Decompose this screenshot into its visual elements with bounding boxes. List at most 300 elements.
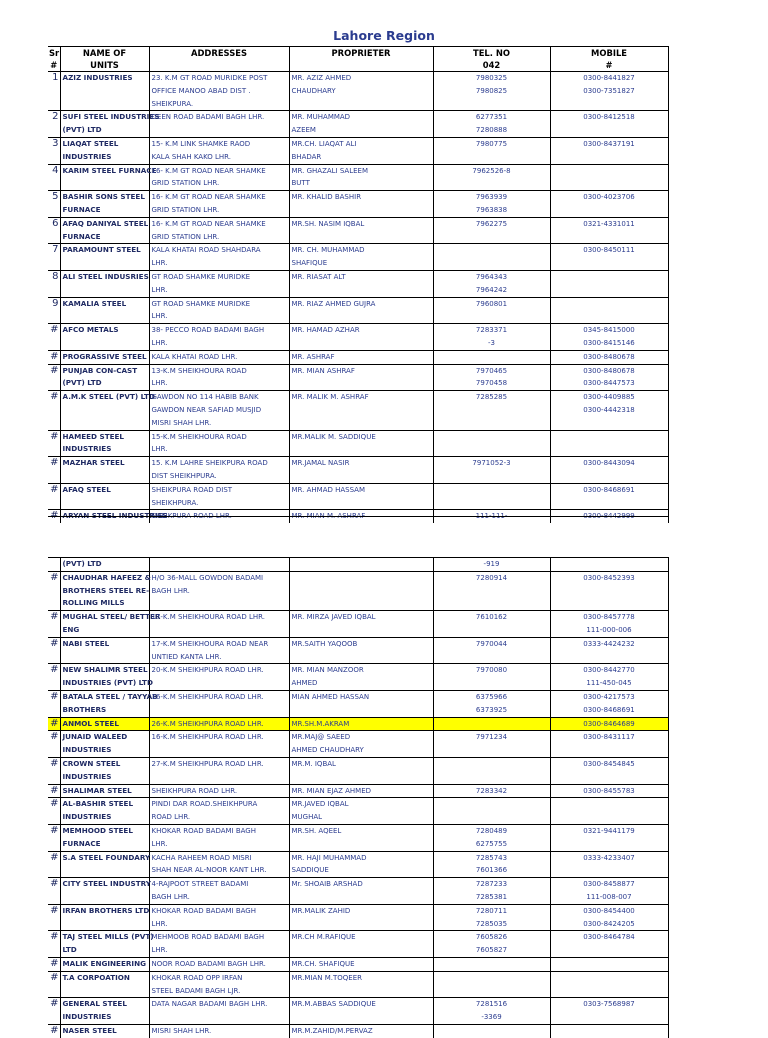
row-number-line: # bbox=[50, 784, 59, 796]
unit-mobile-line: 0300-8455783 bbox=[583, 786, 635, 795]
row-number-line: # bbox=[50, 364, 59, 376]
unit-name bbox=[60, 824, 149, 851]
unit-address bbox=[149, 270, 289, 297]
unit-name bbox=[60, 904, 149, 931]
unit-address-line: 16-K.M SHEIKHPURA ROAD LHR. bbox=[151, 733, 264, 742]
unit-name-line: HAMEED STEEL bbox=[62, 431, 124, 441]
row-number bbox=[48, 270, 60, 297]
unit-address-line: BAGH LHR. bbox=[151, 892, 190, 901]
unit-address-line: 4-RAJPOOT STREET BADAMI bbox=[151, 880, 249, 889]
unit-proprieter-line: MR. RIASAT ALT bbox=[291, 272, 346, 281]
unit-address-line: 16-K.M SHEIKHPURA ROAD LHR. bbox=[151, 692, 264, 701]
unit-proprieter-line: AHMED CHAUDHARY bbox=[291, 746, 364, 755]
unit-address-line: MEHMOOB ROAD BADAMI BAGH bbox=[151, 933, 265, 942]
unit-mobile bbox=[550, 851, 668, 878]
unit-mobile bbox=[550, 824, 668, 851]
unit-mobile bbox=[550, 483, 668, 510]
row-number-line: # bbox=[50, 664, 59, 676]
unit-telephone-line: 7971052-3 bbox=[472, 459, 511, 468]
unit-name bbox=[60, 798, 149, 825]
unit-name bbox=[60, 878, 149, 905]
unit-proprieter-line: MR.CH. SHAFIQUE bbox=[291, 959, 355, 968]
table-row bbox=[48, 137, 668, 164]
unit-mobile-line: 0321-9441179 bbox=[583, 826, 635, 835]
unit-proprieter-line: MR.CH. LIAQAT ALI bbox=[291, 139, 357, 148]
header-proprieter: PROPRIETER bbox=[289, 47, 433, 72]
unit-telephone bbox=[433, 957, 550, 971]
unit-proprieter-line: MR. MUHAMMAD bbox=[291, 113, 351, 122]
unit-name-line: MAZHAR STEEL bbox=[62, 458, 125, 468]
unit-mobile-line: 0300-7351827 bbox=[583, 86, 635, 95]
unit-mobile bbox=[550, 904, 668, 931]
unit-proprieter-line: MR.MAJ@ SAEED bbox=[291, 733, 351, 742]
unit-mobile bbox=[550, 998, 668, 1025]
unit-address bbox=[149, 244, 289, 271]
row-number bbox=[48, 784, 60, 798]
unit-address bbox=[149, 784, 289, 798]
unit-name-line: INDUSTRIES bbox=[62, 1012, 112, 1022]
unit-address-line: LHR. bbox=[151, 379, 168, 388]
unit-mobile bbox=[550, 430, 668, 457]
unit-name bbox=[60, 164, 157, 191]
row-number-line: # bbox=[50, 457, 59, 469]
unit-mobile bbox=[550, 164, 668, 191]
unit-telephone bbox=[433, 244, 550, 271]
row-number-line: # bbox=[50, 690, 59, 702]
unit-telephone-line: 7287233 bbox=[475, 880, 508, 889]
table-row bbox=[48, 364, 668, 391]
unit-telephone bbox=[433, 72, 550, 111]
unit-name-line: ROLLING MILLS bbox=[62, 598, 125, 608]
row-number bbox=[48, 571, 60, 610]
unit-proprieter-line: MR.SAITH YAQOOB bbox=[291, 639, 358, 648]
table-row bbox=[48, 391, 668, 430]
unit-proprieter-line: MR. MIAN ASHRAF bbox=[291, 366, 355, 375]
unit-address-line: UNTIED KANTA LHR. bbox=[151, 652, 222, 661]
row-number bbox=[48, 690, 60, 717]
row-number-line: # bbox=[50, 571, 59, 583]
unit-proprieter bbox=[289, 731, 433, 758]
unit-name-line: MEMHOOD STEEL bbox=[62, 825, 133, 835]
unit-address-line: PINDI DAR ROAD.SHEIKHPURA bbox=[151, 800, 258, 809]
unit-proprieter-line: MR.M.ABBAS SADDIQUE bbox=[291, 1000, 376, 1009]
row-number bbox=[48, 717, 60, 731]
unit-proprieter-line: MR. AHMAD HASSAM bbox=[291, 485, 365, 494]
unit-name bbox=[60, 1024, 149, 1037]
unit-address bbox=[149, 217, 289, 244]
unit-name-line: ARYAN STEEL INDUSTRIES bbox=[62, 511, 168, 521]
unit-telephone bbox=[433, 784, 550, 798]
unit-mobile bbox=[550, 784, 668, 798]
row-number-line: 7 bbox=[52, 244, 59, 256]
unit-telephone-line: 7285743 bbox=[475, 853, 508, 862]
header-mobile: MOBILE # bbox=[550, 47, 668, 72]
row-number-line: 6 bbox=[52, 217, 59, 229]
unit-mobile bbox=[550, 878, 668, 905]
unit-name-line: AFCO METALS bbox=[62, 325, 119, 335]
unit-address-line: ROAD LHR. bbox=[151, 813, 191, 822]
unit-name-line: MUGHAL STEEL/ BETTER bbox=[62, 612, 161, 622]
row-number bbox=[48, 637, 60, 664]
unit-proprieter bbox=[289, 391, 433, 430]
unit-name-line: KARIM STEEL FURNACE bbox=[62, 165, 157, 175]
unit-proprieter-line: MR.MIAN M.TOQEER bbox=[291, 973, 363, 982]
unit-address-line: 38- PECCO ROAD BADAMI BAGH bbox=[151, 326, 265, 335]
unit-proprieter bbox=[289, 824, 433, 851]
unit-proprieter-line: MR. GHAZALI SALEEM bbox=[291, 166, 369, 175]
table-body bbox=[48, 558, 668, 1038]
unit-address-line: DIST SHEIKHPURA. bbox=[151, 471, 217, 480]
unit-name-line: IRFAN BROTHERS LTD bbox=[62, 905, 150, 915]
unit-name bbox=[60, 931, 154, 958]
table-row bbox=[48, 324, 668, 351]
unit-mobile-line: 0300-8443094 bbox=[583, 459, 635, 468]
unit-name bbox=[60, 244, 149, 271]
unit-name-line: JUNAID WALEED bbox=[62, 732, 128, 742]
row-number-line: 1 bbox=[52, 72, 59, 83]
unit-telephone-line: 7605827 bbox=[475, 946, 508, 955]
unit-address-line: LHR. bbox=[151, 445, 168, 454]
unit-address-line: STEEL BADAMI BAGH LJR. bbox=[151, 986, 241, 995]
unit-name bbox=[60, 664, 153, 691]
unit-proprieter bbox=[289, 757, 433, 784]
unit-mobile-line: 0300-8431117 bbox=[583, 733, 635, 742]
unit-proprieter-line: MR. MIRZA JAVED IQBAL bbox=[291, 613, 376, 622]
unit-telephone-line: -3369 bbox=[481, 1013, 502, 1022]
row-number bbox=[48, 457, 60, 484]
unit-mobile bbox=[550, 457, 668, 484]
unit-proprieter-line: MR. MIAN M. ASHRAF bbox=[291, 512, 366, 521]
unit-proprieter bbox=[289, 137, 433, 164]
unit-mobile bbox=[550, 1024, 668, 1037]
unit-telephone-line: 7280711 bbox=[475, 906, 508, 915]
unit-address-line: SHEIKPURA ROAD DIST bbox=[151, 485, 233, 494]
unit-proprieter-line: MR.M. IQBAL bbox=[291, 759, 336, 768]
unit-name bbox=[60, 324, 149, 351]
unit-address-line: SHAH NEAR AL-NOOR KANT LHR. bbox=[151, 866, 267, 875]
unit-proprieter-line: MR.SH.M.AKRAM bbox=[291, 719, 350, 728]
unit-address bbox=[149, 137, 289, 164]
unit-name-line: PARAMOUNT STEEL bbox=[62, 245, 141, 255]
row-number bbox=[48, 851, 60, 878]
unit-mobile bbox=[550, 971, 668, 998]
unit-address-line: GRID STATION LHR. bbox=[151, 179, 220, 188]
unit-mobile-line: 0300-8447573 bbox=[583, 379, 635, 388]
unit-address bbox=[149, 690, 289, 717]
header-sr: Sr # bbox=[49, 48, 60, 70]
row-number-line: # bbox=[50, 1024, 59, 1036]
unit-telephone-line: 7970080 bbox=[475, 666, 508, 675]
unit-address bbox=[149, 164, 289, 191]
unit-proprieter-line: BUTT bbox=[291, 179, 310, 188]
unit-telephone bbox=[433, 971, 550, 998]
table-row bbox=[48, 72, 668, 111]
unit-telephone-line: 7980775 bbox=[475, 139, 508, 148]
table-row bbox=[48, 1024, 668, 1037]
unit-name-line: BASHIR SONS STEEL bbox=[62, 192, 145, 202]
row-number bbox=[48, 757, 60, 784]
unit-name bbox=[60, 637, 149, 664]
unit-mobile bbox=[550, 798, 668, 825]
unit-address-line: MISRI SHAH LHR. bbox=[151, 1026, 212, 1035]
unit-mobile-line: 0300-4409885 bbox=[583, 393, 635, 402]
unit-address bbox=[149, 998, 289, 1025]
unit-address-line: LHR. bbox=[151, 259, 168, 268]
unit-address bbox=[149, 731, 289, 758]
unit-telephone bbox=[433, 324, 550, 351]
unit-name-line: KAMALIA STEEL bbox=[62, 298, 127, 308]
unit-telephone bbox=[433, 191, 550, 218]
unit-proprieter bbox=[289, 798, 433, 825]
row-number bbox=[48, 957, 60, 971]
table-row bbox=[48, 457, 668, 484]
unit-address-line: SHEIKHPURA. bbox=[151, 498, 199, 507]
unit-mobile bbox=[550, 571, 668, 610]
unit-telephone bbox=[433, 664, 550, 691]
unit-telephone-line: 7280888 bbox=[475, 126, 508, 135]
unit-proprieter bbox=[289, 878, 433, 905]
unit-proprieter bbox=[289, 571, 433, 610]
row-number bbox=[48, 731, 60, 758]
unit-address bbox=[149, 637, 289, 664]
unit-name bbox=[60, 784, 149, 798]
unit-telephone bbox=[433, 717, 550, 731]
unit-telephone bbox=[433, 904, 550, 931]
row-number-line: # bbox=[50, 637, 59, 649]
table-divider bbox=[48, 516, 668, 517]
table-row bbox=[48, 971, 668, 998]
unit-address bbox=[149, 611, 289, 638]
unit-proprieter-line: MR. MALIK M. ASHRAF bbox=[291, 393, 369, 402]
unit-name bbox=[60, 217, 149, 244]
unit-proprieter-line: MR. AZIZ AHMED bbox=[291, 74, 352, 82]
row-number bbox=[48, 824, 60, 851]
row-number bbox=[48, 244, 60, 271]
unit-address-line: GAWDON NEAR SAFIAD MUSJID bbox=[151, 405, 262, 414]
unit-telephone bbox=[433, 998, 550, 1025]
unit-telephone-line: 7980825 bbox=[475, 86, 508, 95]
unit-proprieter bbox=[289, 971, 433, 998]
unit-address-line: H/O 36-MALL GOWDON BADAMI bbox=[151, 573, 264, 582]
row-number bbox=[48, 798, 60, 825]
unit-proprieter-line: MR. MIAN MANZOOR bbox=[291, 666, 364, 675]
unit-proprieter bbox=[289, 1024, 433, 1037]
units-table-part-2 bbox=[48, 557, 669, 1038]
table-row bbox=[48, 998, 668, 1025]
unit-name bbox=[60, 757, 149, 784]
unit-name-line: NASER STEEL bbox=[62, 1025, 117, 1035]
unit-name-line: CITY STEEL INDUSTRY bbox=[62, 879, 151, 889]
unit-name bbox=[60, 690, 158, 717]
unit-telephone bbox=[433, 391, 550, 430]
unit-address-line: KALA KHATAI ROAD SHAHDARA bbox=[151, 246, 261, 255]
unit-name-line: CHAUDHAR HAFEEZ & bbox=[62, 572, 151, 582]
unit-proprieter-line: MR. HAJI MUHAMMAD bbox=[291, 853, 367, 862]
unit-telephone bbox=[433, 757, 550, 784]
unit-name bbox=[60, 191, 149, 218]
unit-address-line: KALA SHAH KAKO LHR. bbox=[151, 152, 232, 161]
table-row bbox=[48, 878, 668, 905]
unit-address-line: GRID STATION LHR. bbox=[151, 232, 220, 241]
unit-address-line: 26-K.M SHEIKHPURA ROAD LHR. bbox=[151, 719, 264, 728]
unit-proprieter-line: AHMED bbox=[291, 679, 318, 688]
unit-address-line: LHR. bbox=[151, 946, 168, 955]
unit-name-line: A.M.K STEEL (PVT) LTD bbox=[62, 392, 155, 402]
unit-telephone-line: 7963939 bbox=[475, 193, 508, 202]
header-name: NAME OF UNITS bbox=[60, 47, 149, 72]
unit-proprieter-line: MR.SH. NASIM IQBAL bbox=[291, 219, 365, 228]
row-number-line: # bbox=[50, 878, 59, 890]
unit-address bbox=[149, 191, 289, 218]
table-row bbox=[48, 244, 668, 271]
unit-mobile-line: 0300-8450111 bbox=[583, 246, 635, 255]
unit-address-line: 13-K.M SHEIKHOURA ROAD bbox=[151, 366, 247, 375]
table-body bbox=[48, 72, 668, 524]
unit-proprieter bbox=[289, 217, 433, 244]
row-number bbox=[48, 611, 60, 638]
unit-mobile-line: 0303-7568987 bbox=[583, 1000, 635, 1009]
unit-name bbox=[60, 111, 160, 138]
unit-telephone-line: -3 bbox=[488, 338, 495, 347]
unit-address-line: GAWDON NO 114 HABIB BANK bbox=[151, 393, 259, 402]
unit-telephone-line: 7960801 bbox=[475, 299, 508, 308]
unit-name bbox=[60, 297, 149, 324]
unit-telephone bbox=[433, 637, 550, 664]
unit-proprieter bbox=[289, 690, 433, 717]
unit-name-line: INDUSTRIES bbox=[62, 771, 112, 781]
unit-telephone bbox=[433, 558, 550, 572]
header-row bbox=[48, 47, 668, 72]
unit-proprieter-line: AZEEM bbox=[291, 126, 316, 135]
row-number bbox=[48, 664, 60, 691]
row-number-line: # bbox=[50, 904, 59, 916]
unit-name-line: AL-BASHIR STEEL bbox=[62, 799, 134, 809]
unit-address bbox=[149, 851, 289, 878]
unit-mobile-line: 0300-4217573 bbox=[583, 692, 635, 701]
unit-name-line: BATALA STEEL / TAYYAB bbox=[62, 691, 158, 701]
unit-name-line: NEW SHALIMR STEEL bbox=[62, 665, 148, 675]
row-number-line: # bbox=[50, 350, 59, 362]
row-number bbox=[48, 998, 60, 1025]
unit-proprieter-line: MUGHAL bbox=[291, 813, 323, 822]
unit-telephone bbox=[433, 111, 550, 138]
unit-address-line: LHR. bbox=[151, 285, 168, 294]
unit-mobile-line: 0300-8452393 bbox=[583, 573, 635, 582]
unit-telephone bbox=[433, 270, 550, 297]
row-number bbox=[48, 72, 60, 111]
row-number-line: 5 bbox=[52, 191, 59, 203]
unit-name bbox=[60, 457, 149, 484]
unit-mobile-line: 0300-8437191 bbox=[583, 139, 635, 148]
unit-proprieter bbox=[289, 904, 433, 931]
row-number-line: # bbox=[50, 483, 59, 495]
unit-telephone-line: 7964343 bbox=[475, 272, 508, 281]
unit-mobile bbox=[550, 72, 668, 111]
row-number bbox=[48, 364, 60, 391]
table-row bbox=[48, 111, 668, 138]
row-number-line: # bbox=[50, 998, 59, 1010]
unit-telephone-line: 7971234 bbox=[475, 733, 508, 742]
unit-telephone-line: 7285035 bbox=[475, 919, 508, 928]
unit-address-line: 17-K.M SHEIKHOURA ROAD LHR. bbox=[151, 613, 265, 622]
unit-proprieter-line: BHADAR bbox=[291, 152, 322, 161]
unit-telephone-line: -919 bbox=[483, 560, 500, 568]
unit-telephone bbox=[433, 731, 550, 758]
unit-telephone bbox=[433, 483, 550, 510]
unit-proprieter bbox=[289, 244, 433, 271]
unit-name bbox=[60, 72, 149, 111]
unit-address bbox=[149, 757, 289, 784]
unit-telephone-line: 6275755 bbox=[475, 839, 508, 848]
unit-proprieter-line: MR.M.ZAHID/M.PERVAZ bbox=[291, 1026, 373, 1035]
unit-mobile bbox=[550, 957, 668, 971]
row-number bbox=[48, 297, 60, 324]
row-number bbox=[48, 483, 60, 510]
unit-address-line: 27-K.M SHEIKHPURA ROAD LHR. bbox=[151, 759, 264, 768]
unit-name-line: SUFI STEEL INDUSTRIES bbox=[62, 112, 160, 122]
unit-telephone-line: 7280914 bbox=[475, 573, 508, 582]
unit-name bbox=[60, 364, 149, 391]
unit-telephone-line: 111-111- bbox=[475, 512, 508, 521]
unit-address-line: BAGH LHR. bbox=[151, 586, 190, 595]
unit-telephone bbox=[433, 350, 550, 364]
unit-telephone-line: 7285285 bbox=[475, 393, 508, 402]
table-row bbox=[48, 664, 668, 691]
unit-address-line: 17-K.M SHEIKHOURA ROAD NEAR bbox=[151, 639, 269, 648]
unit-telephone-line: 7281516 bbox=[475, 1000, 508, 1009]
unit-proprieter bbox=[289, 191, 433, 218]
table-row bbox=[48, 430, 668, 457]
unit-address bbox=[149, 297, 289, 324]
row-number bbox=[48, 878, 60, 905]
table-row bbox=[48, 824, 668, 851]
unit-name-line: T.A CORPOATION bbox=[62, 972, 130, 982]
unit-mobile bbox=[550, 391, 668, 430]
unit-name-line: INDUSTRIES (PVT) LTD bbox=[62, 678, 153, 688]
unit-name bbox=[60, 998, 149, 1025]
unit-mobile-line: 0333-4424232 bbox=[583, 639, 635, 648]
row-number-line: # bbox=[50, 931, 59, 943]
unit-address-line: KACHA RAHEEM ROAD MISRI bbox=[151, 853, 252, 862]
unit-telephone bbox=[433, 1024, 550, 1037]
unit-proprieter bbox=[289, 324, 433, 351]
unit-address-line: 16- K.M GT ROAD NEAR SHAMKE bbox=[151, 193, 266, 202]
row-number-line: # bbox=[50, 851, 59, 863]
unit-proprieter bbox=[289, 957, 433, 971]
unit-address-line: 15- K.M LINK SHAMKE RAOD bbox=[151, 139, 251, 148]
unit-proprieter bbox=[289, 270, 433, 297]
unit-name bbox=[60, 851, 149, 878]
row-number bbox=[48, 111, 60, 138]
unit-proprieter bbox=[289, 297, 433, 324]
unit-mobile-line: 0300-8442770 bbox=[583, 666, 635, 675]
unit-mobile bbox=[550, 717, 668, 731]
unit-name bbox=[60, 571, 149, 610]
table-row bbox=[48, 931, 668, 958]
unit-telephone bbox=[433, 430, 550, 457]
table-row bbox=[48, 957, 668, 971]
unit-mobile-line: 0333-4233407 bbox=[583, 853, 635, 862]
unit-name bbox=[60, 558, 149, 572]
unit-address bbox=[149, 1024, 289, 1037]
unit-proprieter bbox=[289, 483, 433, 510]
unit-telephone bbox=[433, 851, 550, 878]
unit-name bbox=[60, 957, 149, 971]
table-row bbox=[48, 637, 668, 664]
unit-telephone-line: 7283342 bbox=[475, 786, 508, 795]
unit-mobile-line: 0300-8458877 bbox=[583, 880, 635, 889]
unit-name bbox=[60, 430, 149, 457]
